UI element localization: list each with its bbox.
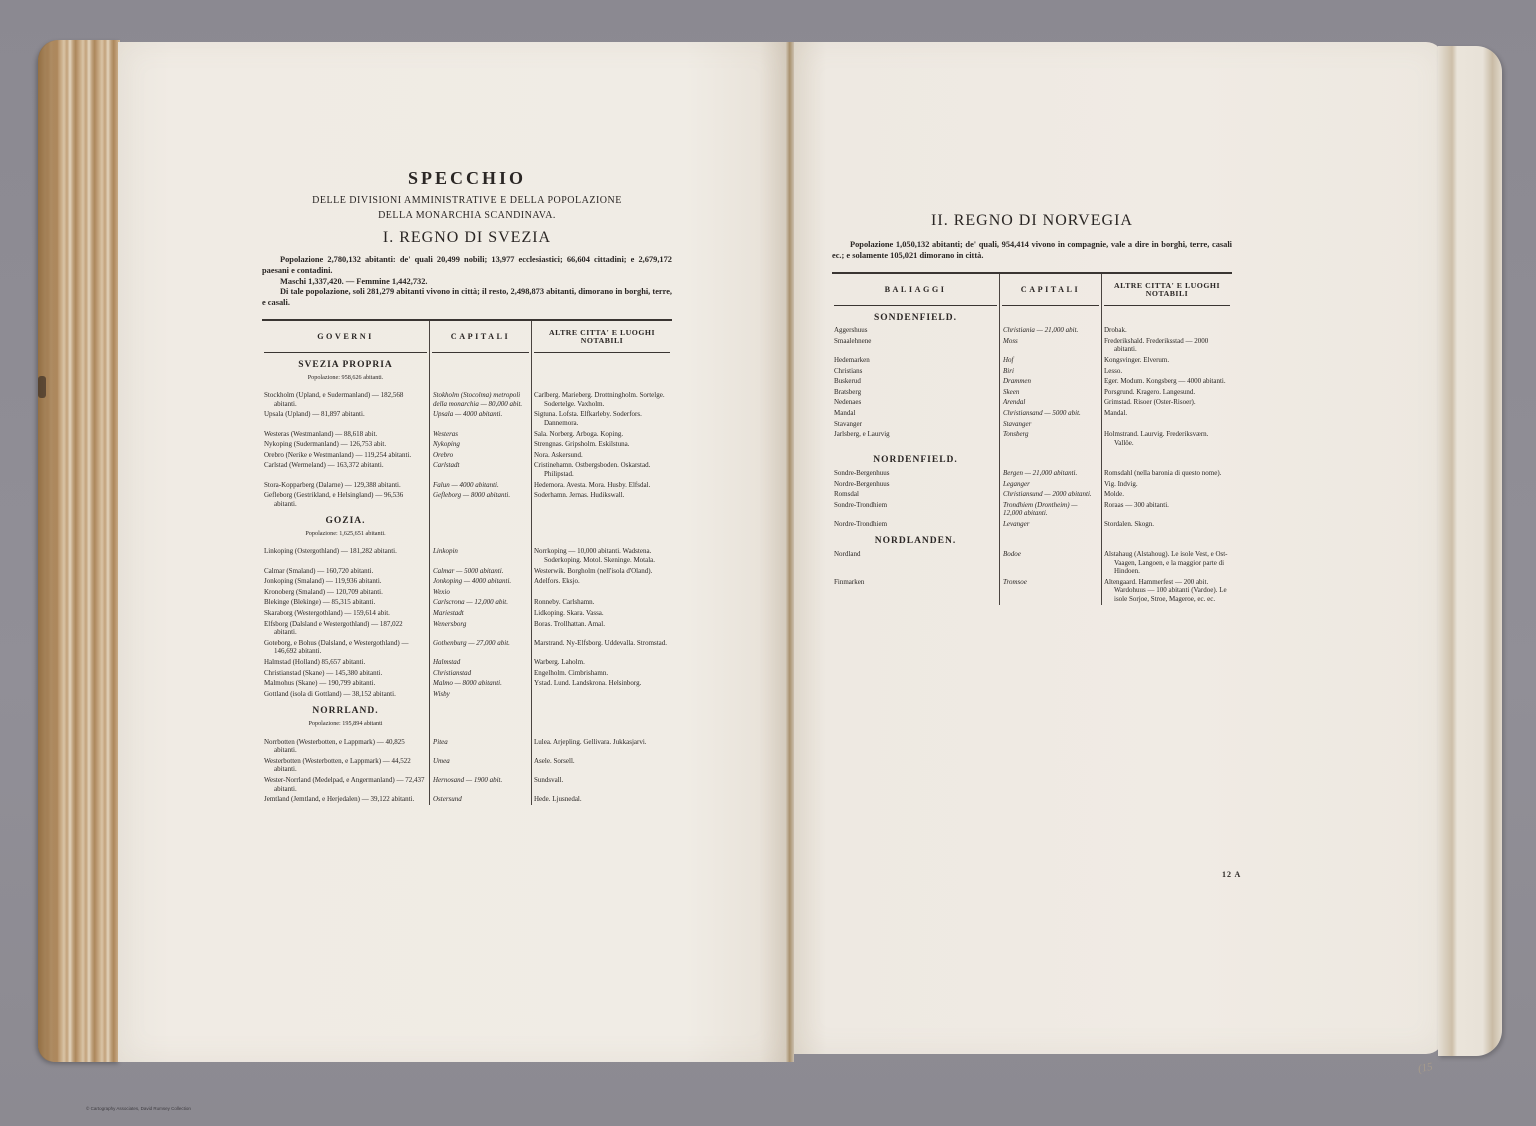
intro-paragraph: Popolazione 2,780,132 abitanti: de' quali 20,499 nobili; 13,977 ecclesiastici; 66,604 cittadini; e 2,679,172 paesani e contadini. bbox=[262, 255, 672, 275]
table-row bbox=[262, 587, 672, 598]
government-cell: Linkoping (Ostergothland) — 181,282 abitanti. bbox=[264, 547, 397, 556]
table-row bbox=[262, 756, 672, 775]
table-row bbox=[832, 366, 1232, 377]
government-cell: Westeras (Westmanland) — 88,618 abit. bbox=[264, 429, 378, 438]
other-places-cell bbox=[1102, 419, 1233, 430]
government-cell: Mandal bbox=[834, 408, 856, 417]
table-row bbox=[262, 597, 672, 608]
government-cell: Jarlsberg, e Laurvig bbox=[834, 430, 890, 439]
government-cell: Norrbotten (Westerbotten, e Lappmark) — 40,825 abitanti. bbox=[264, 737, 405, 755]
table-row bbox=[262, 566, 672, 577]
region-name: GOZIA. bbox=[325, 516, 366, 527]
government-cell: Romsdal bbox=[834, 490, 859, 499]
other-places-cell: Sigtuna. Lofsta. Elfkarleby. Soderfors. Dannemora. bbox=[534, 410, 642, 427]
government-cell: Nykoping (Sudermanland) — 126,753 abit. bbox=[264, 440, 387, 449]
region-row bbox=[262, 509, 672, 529]
intro-paragraph: Popolazione 1,050,132 abitanti; de' quali, 954,414 vivono in compagnie, vale a dire in borghi, terre, casali ec.; e solamente 105,021 dimorano in città. bbox=[832, 240, 1232, 260]
table-row bbox=[262, 480, 672, 491]
table-row bbox=[832, 387, 1232, 398]
government-cell: Halmstad (Holland) 85,657 abitanti. bbox=[264, 658, 366, 667]
column-header-baliaggi: BALIAGGI bbox=[884, 284, 947, 294]
other-places-cell: Strengnas. Gripsholm. Eskilstuna. bbox=[534, 440, 630, 449]
region-name: SONDENFIELD. bbox=[874, 312, 957, 323]
table-row bbox=[832, 376, 1232, 387]
other-places-cell: Mandal. bbox=[1104, 408, 1128, 417]
government-cell: Finmarken bbox=[834, 577, 865, 586]
column-header-governi: GOVERNI bbox=[317, 332, 374, 342]
region-population: Popolazione: 1,625,651 abitanti. bbox=[305, 529, 386, 537]
table-row bbox=[262, 794, 672, 805]
pencil-annotation: (15 bbox=[1417, 1060, 1434, 1076]
table-row bbox=[832, 336, 1232, 355]
region-population-row bbox=[262, 373, 672, 391]
other-places-cell: Ystad. Lund. Landskrona. Helsinborg. bbox=[534, 679, 642, 688]
other-places-cell: Boras. Trollhattan. Amal. bbox=[534, 619, 605, 628]
government-cell: Christianstad (Skane) — 145,380 abitanti. bbox=[264, 668, 383, 677]
government-cell: Blekinge (Blekinge) — 85,315 abitanti. bbox=[264, 598, 376, 607]
government-cell: Carlstad (Wermeland) — 163,372 abitanti. bbox=[264, 461, 384, 470]
capital-cell: Malmo — 8000 abitanti. bbox=[430, 678, 532, 689]
government-cell: Wester-Norrland (Medelpad, e Angermanland) — 72,437 abitanti. bbox=[264, 775, 425, 793]
other-places-cell: Soderhamn. Jernas. Hudikswall. bbox=[534, 491, 625, 500]
table-row bbox=[832, 519, 1232, 530]
capital-cell: Nykoping bbox=[430, 439, 532, 450]
column-header-capitali: CAPITALI bbox=[1000, 274, 1102, 305]
other-places-cell: Kongsvinger. Elverum. bbox=[1104, 355, 1170, 364]
capital-cell: Calmar — 5000 abitanti. bbox=[430, 566, 532, 577]
other-places-cell: Ronneby. Carlshamn. bbox=[534, 598, 595, 607]
other-places-cell: Hede. Ljusnedal. bbox=[534, 795, 582, 804]
other-places-cell: Lulea. Arjepling. Gellivara. Jukkasjarvi. bbox=[534, 737, 647, 746]
other-places-cell: Hedemora. Avesta. Mora. Husby. Elfsdal. bbox=[534, 480, 651, 489]
government-cell: Orebro (Nerike e Westmanland) — 119,254 abitanti. bbox=[264, 450, 412, 459]
page-tab-mark bbox=[38, 376, 46, 398]
region-population-row bbox=[262, 529, 672, 547]
government-cell: Stavanger bbox=[834, 419, 862, 428]
capital-cell: Arendal bbox=[1000, 397, 1102, 408]
population-intro bbox=[832, 240, 1232, 262]
government-cell: Gefleborg (Gestrikland, e Helsingland) — 96,536 abitanti. bbox=[264, 491, 404, 508]
table-row bbox=[262, 409, 672, 428]
table-row bbox=[262, 576, 672, 587]
intro-paragraph: Maschi 1,337,420. — Femmine 1,442,732. bbox=[280, 276, 428, 286]
government-cell: Nordre-Trondhiem bbox=[834, 519, 888, 528]
capital-cell: Levanger bbox=[1000, 519, 1102, 530]
capital-cell: Orebro bbox=[430, 450, 532, 461]
government-cell: Kronoberg (Smaland) — 120,709 abitanti. bbox=[264, 587, 383, 596]
government-cell: Gottland (isola di Gottland) — 38,152 abitanti. bbox=[264, 689, 396, 698]
other-places-cell: Norrkoping — 10,000 abitanti. Wadstena. Soderkoping. Motol. Skeninge. Motala. bbox=[534, 547, 656, 565]
column-header-capitali: CAPITALI bbox=[430, 321, 532, 352]
region-population: Popolazione: 195,894 abitanti bbox=[308, 719, 383, 727]
table-row bbox=[262, 737, 672, 756]
government-cell: Buskerud bbox=[834, 377, 861, 386]
other-places-cell: Molde. bbox=[1104, 490, 1125, 499]
government-cell: Nedenaes bbox=[834, 398, 862, 407]
government-cell: Hedemarken bbox=[834, 355, 870, 364]
other-places-cell: Sundsvall. bbox=[534, 775, 564, 784]
book-gutter bbox=[786, 42, 794, 1062]
government-cell: Stora-Kopparberg (Dalarne) — 129,388 abitanti. bbox=[264, 480, 401, 489]
other-places-cell: Engelholm. Cimbrishamn. bbox=[534, 668, 609, 677]
capital-cell: Jonkoping — 4000 abitanti. bbox=[430, 576, 532, 587]
capital-cell: Carlscrona — 12,000 abit. bbox=[430, 597, 532, 608]
capital-cell: Hof bbox=[1000, 355, 1102, 366]
capital-cell: Biri bbox=[1000, 366, 1102, 377]
capital-cell: Christiansand — 5000 abit. bbox=[1000, 408, 1102, 419]
table-row bbox=[832, 408, 1232, 419]
page-signature: 12 A bbox=[1222, 870, 1242, 879]
subtitle bbox=[262, 193, 672, 223]
capital-cell: Bergen — 21,000 abitanti. bbox=[1000, 468, 1102, 479]
other-places-cell: Frederikshald. Frederiksstad — 2000 abitanti. bbox=[1104, 336, 1209, 354]
capital-cell: Tonsberg bbox=[1000, 429, 1102, 448]
subtitle-line: DELLA MONARCHIA SCANDINAVA. bbox=[378, 210, 556, 221]
table-row bbox=[262, 429, 672, 440]
table-row bbox=[262, 450, 672, 461]
capital-cell: Halmstad bbox=[430, 657, 532, 668]
subtitle-line: DELLE DIVISIONI AMMINISTRATIVE E DELLA POPOLAZIONE bbox=[312, 195, 622, 206]
capital-cell: Trondhiem (Drontheim) — 12,000 abitanti. bbox=[1000, 500, 1102, 519]
table-row bbox=[262, 775, 672, 794]
capital-cell: Mariestadt bbox=[430, 608, 532, 619]
capital-cell: Moss bbox=[1000, 336, 1102, 355]
table-row bbox=[832, 397, 1232, 408]
other-places-cell: Holmstrand. Laurvig. Frederiksværn. Vallöe. bbox=[1104, 430, 1209, 447]
region-row bbox=[262, 353, 672, 373]
capital-cell: Falun — 4000 abitanti. bbox=[430, 480, 532, 491]
region-name: NORDLANDEN. bbox=[874, 536, 957, 547]
government-cell: Upsala (Upland) — 81,897 abitanti. bbox=[264, 410, 365, 419]
capital-cell: Wenersborg bbox=[430, 619, 532, 638]
other-places-cell: Adelfors. Eksjo. bbox=[534, 577, 580, 586]
table-row bbox=[262, 439, 672, 450]
capital-cell: Tromsoe bbox=[1000, 577, 1102, 605]
kingdom-heading: I. REGNO DI SVEZIA bbox=[382, 229, 552, 246]
population-intro bbox=[262, 255, 672, 309]
table-row bbox=[262, 657, 672, 668]
table-row bbox=[262, 638, 672, 657]
government-cell: Skaraborg (Westergothland) — 159,614 abit. bbox=[264, 609, 390, 618]
left-page-content bbox=[262, 168, 672, 805]
intro-paragraph: Di tale popolazione, soli 281,279 abitanti vivono in città; il resto, 2,498,873 abitanti, dimorano in borghi, terre, e casali. bbox=[262, 287, 672, 308]
region-name: NORDENFIELD. bbox=[873, 455, 958, 466]
other-places-cell: Westerwik. Borgholm (nell'isola d'Oland). bbox=[534, 566, 653, 575]
kingdom-heading: II. REGNO DI NORVEGIA bbox=[931, 212, 1133, 229]
government-cell: Aggershuus bbox=[834, 326, 868, 335]
other-places-cell: Alstahaug (Alstahoug). Le isole Vest, e Ost-Vaagen, Langoen, e la maggior parte di Hindoen. bbox=[1104, 550, 1228, 576]
other-places-cell bbox=[532, 689, 673, 700]
table-row bbox=[262, 390, 672, 409]
table-row bbox=[262, 619, 672, 638]
region-population: Popolazione: 958,626 abitanti. bbox=[307, 373, 384, 381]
other-places-cell bbox=[532, 587, 673, 598]
capital-cell: Stokholm (Stocolma) metropoli della monarchia — 80,000 abit. bbox=[430, 390, 532, 409]
table-row bbox=[262, 678, 672, 689]
government-cell: Sondre-Bergenhuus bbox=[834, 468, 890, 477]
other-places-cell: Asele. Sorsell. bbox=[534, 756, 575, 765]
table-row bbox=[832, 489, 1232, 500]
other-places-cell: Lesso. bbox=[1104, 366, 1123, 375]
table-row bbox=[832, 419, 1232, 430]
capital-cell: Ostersund bbox=[430, 794, 532, 805]
other-places-cell: Eger. Modum. Kongsberg — 4000 abitanti. bbox=[1104, 377, 1226, 386]
table-row bbox=[832, 429, 1232, 448]
government-cell: Jemtland (Jemtland, e Herjedalen) — 39,122 abitanti. bbox=[264, 795, 415, 804]
capital-cell: Drammen bbox=[1000, 376, 1102, 387]
capital-cell: Linkopin bbox=[430, 546, 532, 565]
government-cell: Sondre-Trondhiem bbox=[834, 500, 888, 509]
other-places-cell: Warberg. Laholm. bbox=[534, 658, 585, 667]
government-cell: Jonkoping (Smaland) — 119,936 abitanti. bbox=[264, 577, 382, 586]
table-row bbox=[262, 689, 672, 700]
capital-cell: Skeen bbox=[1000, 387, 1102, 398]
capital-cell: Gefleborg — 8000 abitanti. bbox=[430, 490, 532, 509]
government-cell: Malmohus (Skane) — 190,799 abitanti. bbox=[264, 679, 376, 688]
table-row bbox=[262, 460, 672, 479]
capital-cell: Leganger bbox=[1000, 479, 1102, 490]
table-row bbox=[832, 355, 1232, 366]
other-places-cell: Altengaard. Hammerfest — 200 abit. Wardohuus — 100 abitanti (Vardoe). Le isole Sorjoe, Stroe, Mageroe, ec. ec. bbox=[1104, 577, 1227, 604]
other-places-cell: Grimstad. Risoer (Oster-Risoer). bbox=[1104, 398, 1196, 407]
page-title: SPECCHIO bbox=[407, 168, 527, 188]
capital-cell: Wexio bbox=[430, 587, 532, 598]
column-header-altre-citta: ALTRE CITTA' E LUOGHI NOTABILI bbox=[1113, 280, 1221, 299]
left-fore-edge bbox=[38, 40, 120, 1062]
other-places-cell: Drobak. bbox=[1104, 326, 1127, 335]
other-places-cell: Roraas — 300 abitanti. bbox=[1104, 500, 1169, 509]
capital-cell: Pitea bbox=[430, 737, 532, 756]
table-row bbox=[832, 549, 1232, 577]
open-book bbox=[38, 38, 1504, 1088]
capital-cell: Umea bbox=[430, 756, 532, 775]
table-row bbox=[832, 479, 1232, 490]
table-row bbox=[262, 608, 672, 619]
right-fore-edge bbox=[1438, 46, 1502, 1056]
other-places-cell: Marstrand. Ny-Elfsborg. Uddevalla. Stromstad. bbox=[534, 638, 668, 647]
table-row bbox=[262, 668, 672, 679]
table-row bbox=[832, 500, 1232, 519]
other-places-cell: Carlberg. Marieberg. Drottningholm. Sortelge. Sodertelge. Vaxholm. bbox=[534, 391, 665, 408]
other-places-cell: Porsgrund. Kragero. Langesund. bbox=[1104, 387, 1196, 396]
table-row bbox=[832, 577, 1232, 605]
other-places-cell: Stordalen. Skogn. bbox=[1104, 519, 1154, 528]
government-cell: Goteborg, e Bohus (Dalsland, e Westergothland) — 146,692 abitanti. bbox=[264, 638, 409, 656]
capital-cell: Westeras bbox=[430, 429, 532, 440]
other-places-cell: Vig. Indvig. bbox=[1104, 479, 1138, 488]
region-name: NORRLAND. bbox=[312, 706, 379, 717]
capital-cell: Upsala — 4000 abitanti. bbox=[430, 409, 532, 428]
government-cell: Smaalehnene bbox=[834, 336, 872, 345]
capital-cell: Christiansund — 2000 abitanti. bbox=[1000, 489, 1102, 500]
other-places-cell: Romsdahl (nella baronia di questo nome). bbox=[1104, 468, 1222, 477]
table-row bbox=[832, 468, 1232, 479]
government-cell: Westerbotten (Westerbotten, e Lappmark) — 44,522 abitanti. bbox=[264, 756, 411, 774]
capital-cell: Stavanger bbox=[1000, 419, 1102, 430]
right-page-content bbox=[832, 172, 1232, 605]
column-header-altre-citta: ALTRE CITTA' E LUOGHI NOTABILI bbox=[548, 327, 656, 346]
region-row bbox=[832, 306, 1232, 326]
sweden-table bbox=[262, 321, 672, 805]
region-population-row bbox=[262, 719, 672, 737]
region-row bbox=[832, 529, 1232, 549]
government-cell: Christians bbox=[834, 366, 863, 375]
government-cell: Stockholm (Upland, e Sudermanland) — 182,568 abitanti. bbox=[264, 391, 404, 408]
region-name: SVEZIA PROPRIA bbox=[298, 359, 393, 370]
other-places-cell: Cristinehamn. Ostbergsboden. Oskarstad. Philipstad. bbox=[534, 461, 651, 478]
table-row bbox=[832, 325, 1232, 336]
region-row bbox=[262, 699, 672, 719]
government-cell: Bratsberg bbox=[834, 387, 862, 396]
other-places-cell: Sala. Norberg. Arboga. Koping. bbox=[534, 429, 624, 438]
capital-cell: Carlstadt bbox=[430, 460, 532, 479]
capital-cell: Christiania — 21,000 abit. bbox=[1000, 325, 1102, 336]
table-row bbox=[262, 490, 672, 509]
capital-cell: Wisby bbox=[430, 689, 532, 700]
other-places-cell: Lidkoping. Skara. Vassa. bbox=[534, 609, 604, 618]
capital-cell: Christianstad bbox=[430, 668, 532, 679]
capital-cell: Hernosand — 1900 abit. bbox=[430, 775, 532, 794]
government-cell: Calmar (Smaland) — 160,720 abitanti. bbox=[264, 566, 374, 575]
other-places-cell: Nora. Askersund. bbox=[534, 450, 583, 459]
region-row bbox=[832, 448, 1232, 468]
norway-table bbox=[832, 274, 1232, 605]
collection-watermark: © Cartography Associates, David Rumsey Collection bbox=[86, 1106, 191, 1111]
table-row bbox=[262, 546, 672, 565]
government-cell: Nordland bbox=[834, 550, 861, 559]
government-cell: Elfsborg (Dalsland e Westergothland) — 187,022 abitanti. bbox=[264, 619, 403, 637]
capital-cell: Bodoe bbox=[1000, 549, 1102, 577]
capital-cell: Gothenburg — 27,000 abit. bbox=[430, 638, 532, 657]
government-cell: Nordre-Bergenhuus bbox=[834, 479, 890, 488]
